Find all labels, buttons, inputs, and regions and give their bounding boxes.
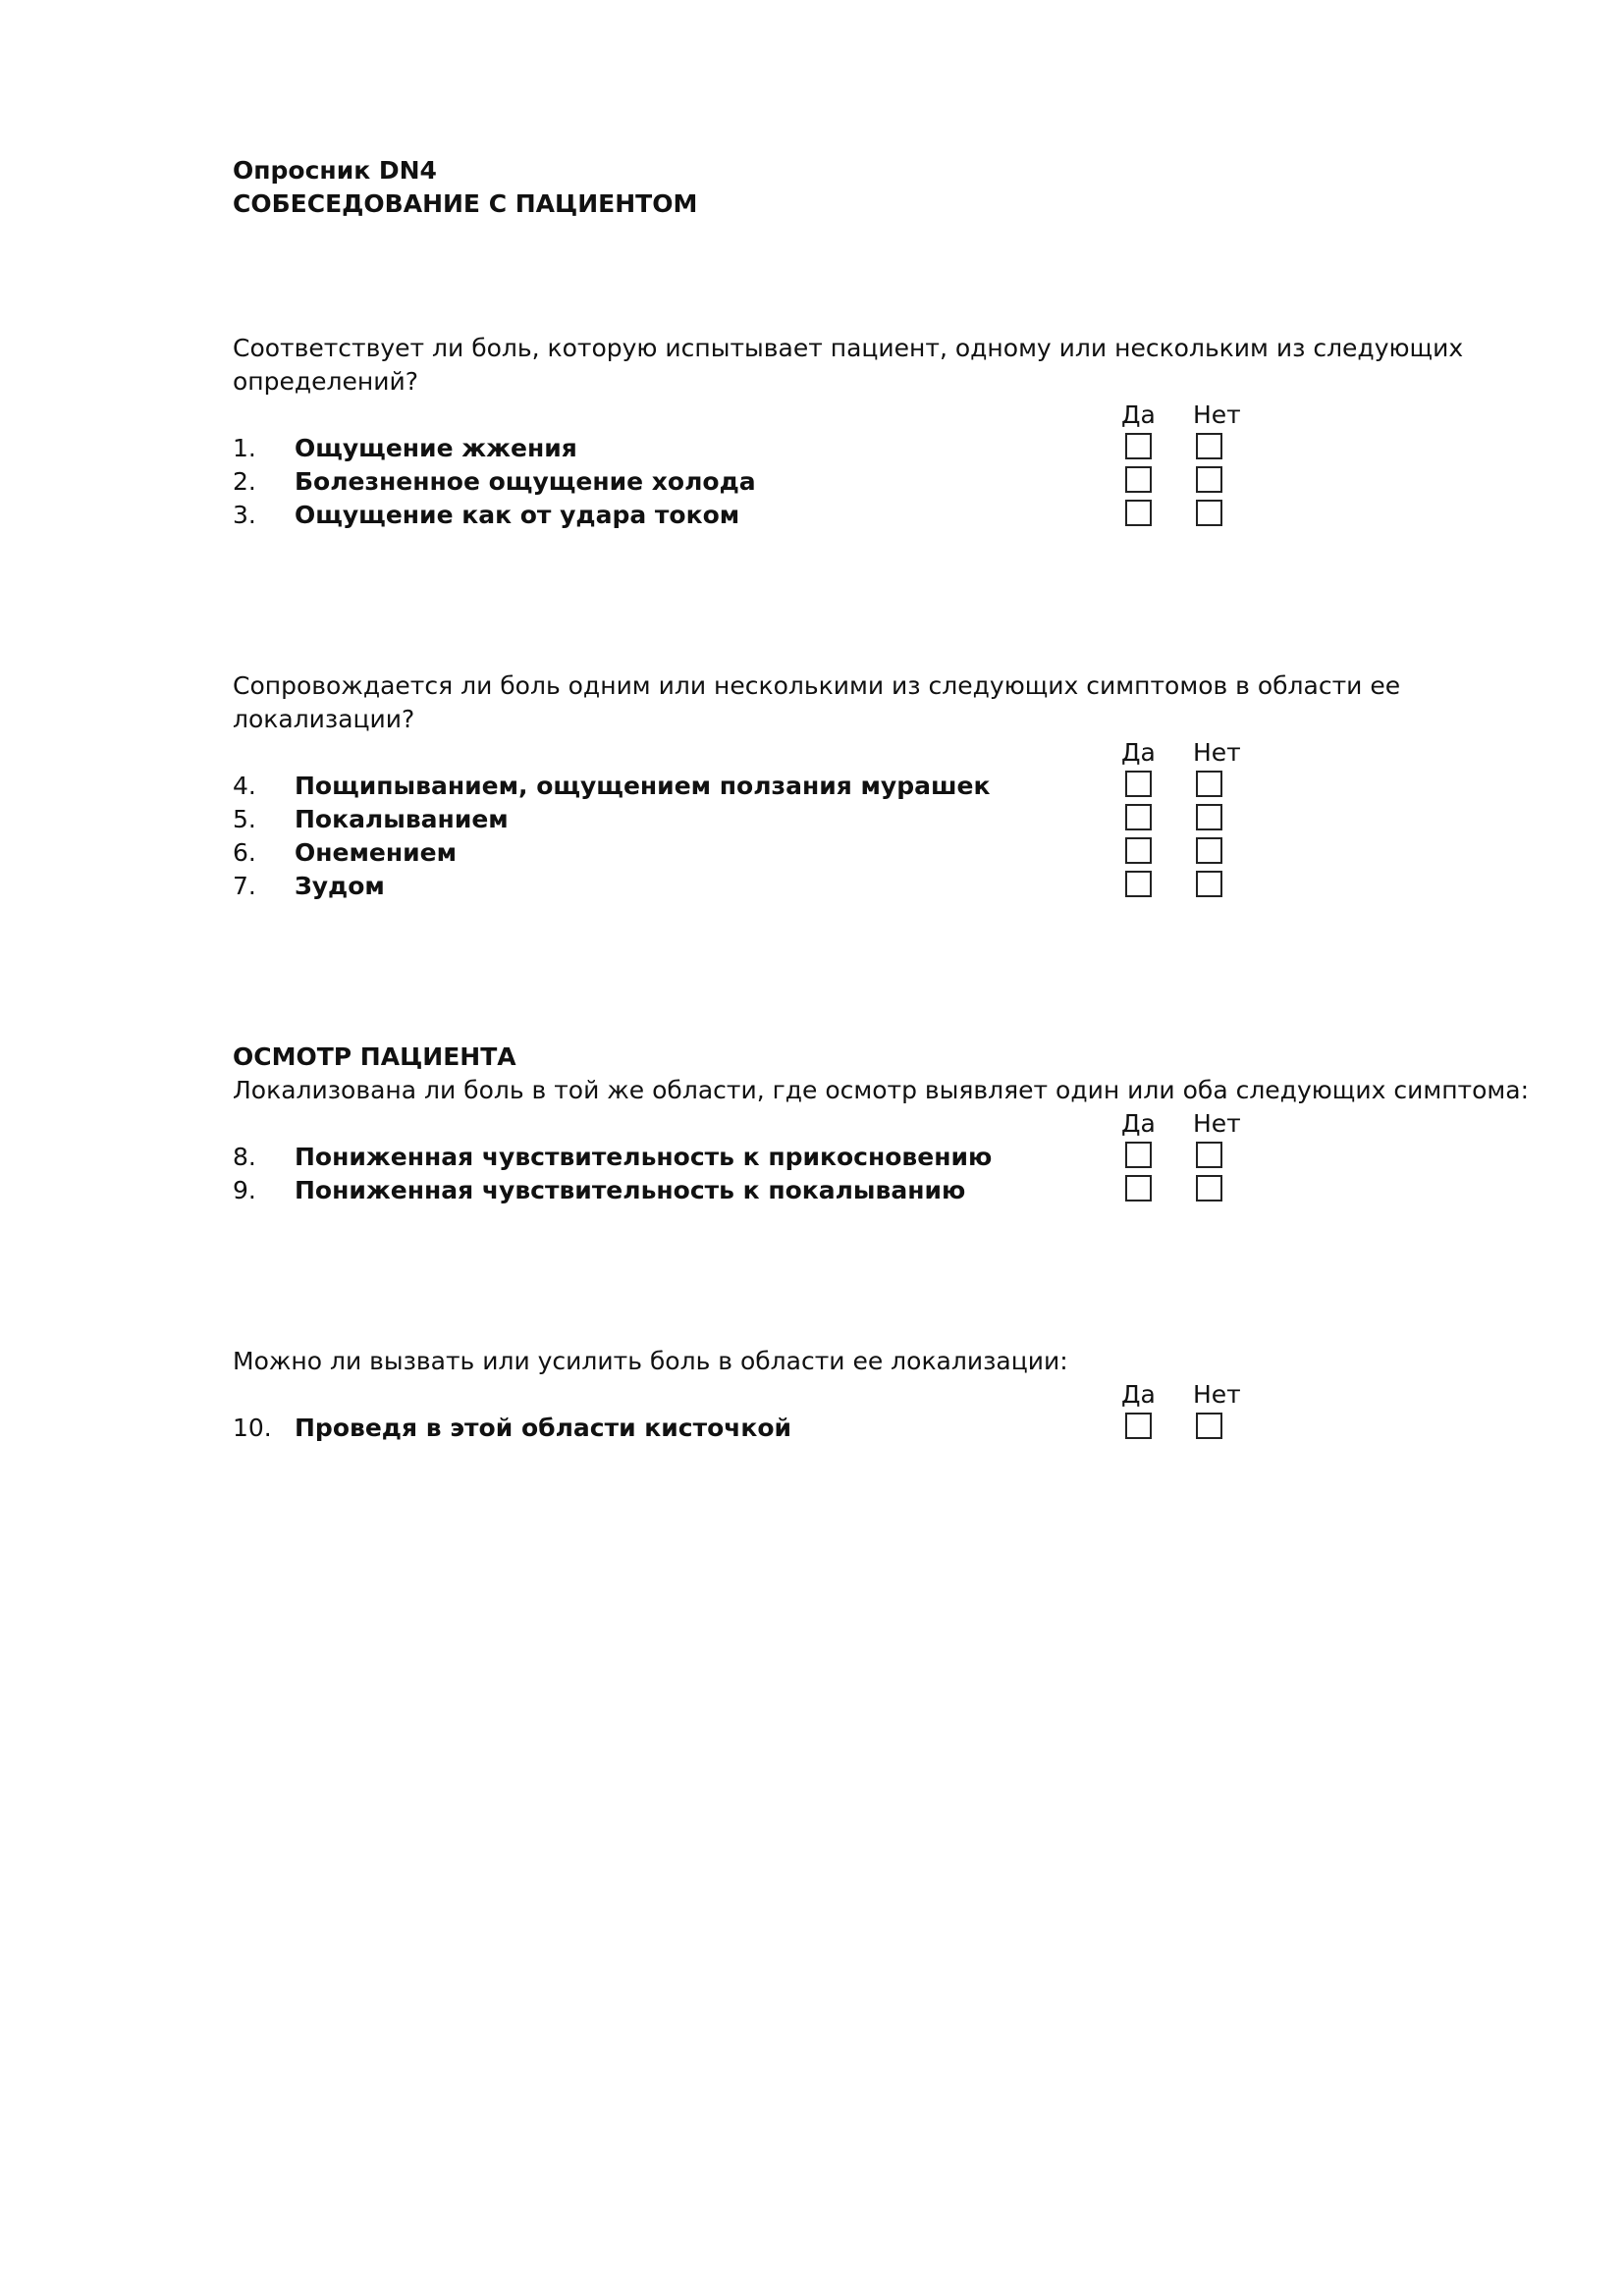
item-label: Пониженная чувствительность к покалыванию — [295, 1176, 966, 1204]
column-yes-label: Да — [1121, 738, 1156, 767]
item-number: 1. — [233, 434, 256, 462]
item-7-no-checkbox[interactable] — [1196, 871, 1222, 897]
item-label: Покалыванием — [295, 805, 509, 833]
question-2-line-1: Сопровождается ли боль одним или несколькими из следующих симптомов в области ее — [233, 671, 1401, 700]
question-1-line-1: Соответствует ли боль, которую испытывает пациент, одному или нескольким из следующих — [233, 334, 1464, 362]
item-9-no-checkbox[interactable] — [1196, 1175, 1222, 1201]
column-yes-label: Да — [1121, 1109, 1156, 1138]
question-2-line-2: локализации? — [233, 705, 415, 733]
item-number: 5. — [233, 805, 256, 833]
item-2-yes-checkbox[interactable] — [1125, 466, 1152, 493]
item-label: Проведя в этой области кисточкой — [295, 1414, 792, 1442]
question-3: Локализована ли боль в той же области, где осмотр выявляет один или оба следующих симптома: — [233, 1076, 1530, 1104]
item-6-yes-checkbox[interactable] — [1125, 837, 1152, 864]
item-3-yes-checkbox[interactable] — [1125, 500, 1152, 526]
item-9-yes-checkbox[interactable] — [1125, 1175, 1152, 1201]
item-2-no-checkbox[interactable] — [1196, 466, 1222, 493]
item-1-no-checkbox[interactable] — [1196, 433, 1222, 459]
item-8-no-checkbox[interactable] — [1196, 1142, 1222, 1168]
item-label: Пощипыванием, ощущением ползания мурашек — [295, 772, 991, 800]
column-yes-label: Да — [1121, 400, 1156, 429]
document-title: Опросник DN4 — [233, 156, 437, 185]
item-8-yes-checkbox[interactable] — [1125, 1142, 1152, 1168]
item-label: Болезненное ощущение холода — [295, 467, 756, 496]
item-4-no-checkbox[interactable] — [1196, 771, 1222, 797]
item-number: 4. — [233, 772, 256, 800]
item-7-yes-checkbox[interactable] — [1125, 871, 1152, 897]
column-no-label: Нет — [1193, 400, 1241, 429]
column-no-label: Нет — [1193, 1380, 1241, 1409]
question-4: Можно ли вызвать или усилить боль в области ее локализации: — [233, 1347, 1068, 1375]
item-label: Ощущение как от удара током — [295, 501, 740, 529]
item-5-yes-checkbox[interactable] — [1125, 804, 1152, 830]
item-number: 9. — [233, 1176, 256, 1204]
column-no-label: Нет — [1193, 738, 1241, 767]
item-6-no-checkbox[interactable] — [1196, 837, 1222, 864]
column-no-label: Нет — [1193, 1109, 1241, 1138]
item-number: 3. — [233, 501, 256, 529]
item-label: Онемением — [295, 838, 458, 867]
item-4-yes-checkbox[interactable] — [1125, 771, 1152, 797]
item-number: 2. — [233, 467, 256, 496]
item-10-yes-checkbox[interactable] — [1125, 1413, 1152, 1439]
item-number: 8. — [233, 1143, 256, 1171]
item-label: Пониженная чувствительность к прикосновению — [295, 1143, 993, 1171]
item-label: Ощущение жжения — [295, 434, 577, 462]
item-number: 6. — [233, 838, 256, 867]
item-3-no-checkbox[interactable] — [1196, 500, 1222, 526]
item-1-yes-checkbox[interactable] — [1125, 433, 1152, 459]
item-10-no-checkbox[interactable] — [1196, 1413, 1222, 1439]
section-heading-interview: СОБЕСЕДОВАНИЕ С ПАЦИЕНТОМ — [233, 189, 698, 218]
item-number: 7. — [233, 872, 256, 900]
item-number: 10. — [233, 1414, 272, 1442]
section-heading-examination: ОСМОТР ПАЦИЕНТА — [233, 1042, 516, 1071]
column-yes-label: Да — [1121, 1380, 1156, 1409]
question-1-line-2: определений? — [233, 367, 419, 396]
item-label: Зудом — [295, 872, 385, 900]
item-5-no-checkbox[interactable] — [1196, 804, 1222, 830]
